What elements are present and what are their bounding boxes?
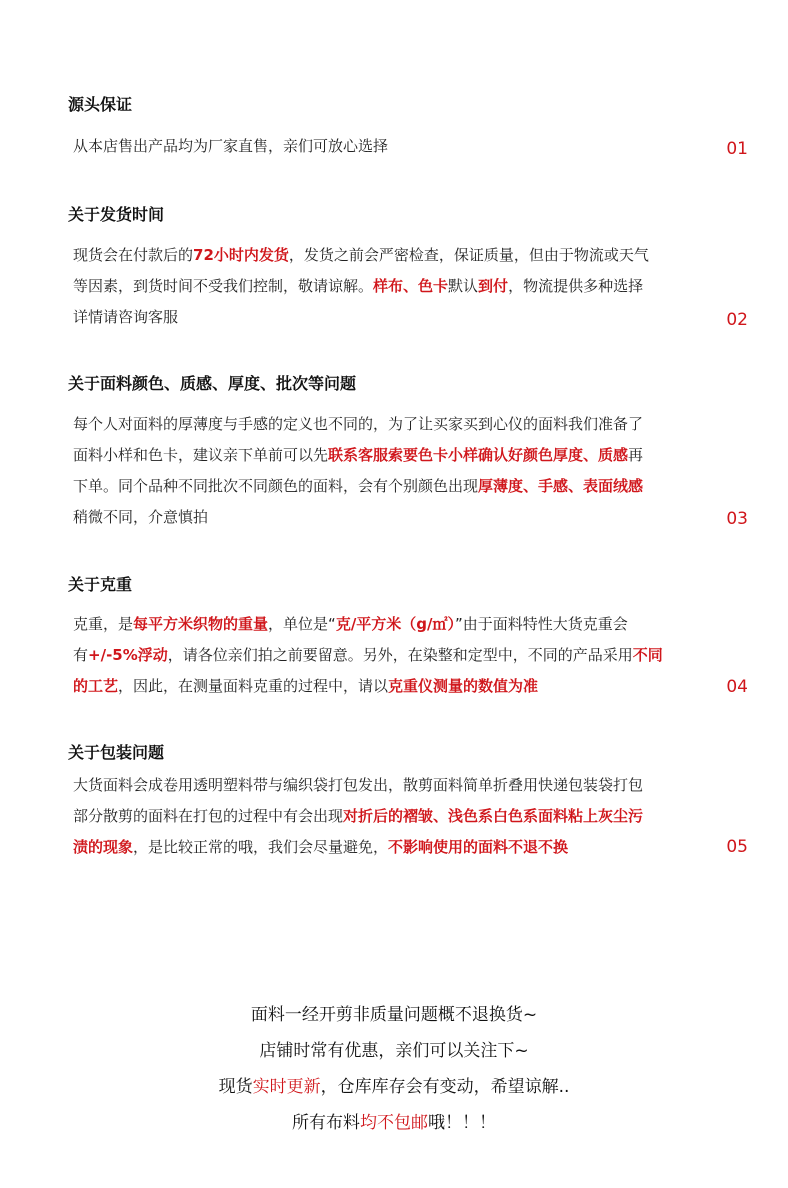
body-text: 从本店售出产品均为厂家直售，亲们可放心选择	[73, 137, 389, 155]
body-text: 详情请咨询客服	[73, 308, 179, 326]
highlight-text: 渍的现象	[73, 838, 134, 856]
section-shipping-time	[68, 204, 748, 330]
section-number: 02	[726, 310, 748, 330]
body-text: 现货	[218, 1077, 253, 1097]
body-text: 等因素，到货时间不受我们控制，敬请谅解。	[73, 277, 374, 295]
text-line	[73, 640, 693, 671]
section-title: 关于面料颜色、质感、厚度、批次等问题	[68, 374, 357, 393]
section-number: 03	[726, 509, 748, 529]
highlight-text: +/-5%浮动	[88, 646, 168, 664]
body-text: 现货会在付款后的	[73, 246, 194, 264]
highlight-text: 的工艺	[73, 677, 119, 695]
body-text: 克重，是	[73, 615, 134, 633]
footer-notice	[0, 997, 788, 1141]
text-line	[0, 1033, 788, 1069]
section-title: 关于发货时间	[68, 205, 165, 224]
body-text: 稍微不同，介意慎拍	[73, 508, 209, 526]
body-text: 面料一经开剪非质量问题概不退换货~	[250, 1005, 538, 1025]
text-line	[73, 131, 693, 162]
body-text: 面料小样和色卡，建议亲下单前可以先	[73, 446, 329, 464]
section-number: 01	[726, 139, 748, 159]
body-text: ，发货之前会严密检查，保证质量，但由于物流或天气	[288, 246, 649, 264]
body-text: 下单。同个品种不同批次不同颜色的面料，会有个别颜色出现	[73, 477, 479, 495]
section-title: 关于克重	[68, 575, 133, 594]
text-line	[73, 671, 693, 702]
section-body	[73, 131, 693, 162]
text-line	[73, 440, 693, 471]
text-line	[73, 471, 693, 502]
text-line	[73, 240, 693, 271]
text-line	[73, 302, 693, 333]
highlight-text: 不同	[632, 646, 663, 664]
body-text: 店铺时常有优惠，亲们可以关注下~	[259, 1041, 529, 1061]
text-line	[73, 801, 693, 832]
section-body	[73, 609, 693, 702]
highlight-text: 样布、色卡	[373, 277, 449, 295]
highlight-text: 克/平方米（g/㎡）	[335, 615, 456, 633]
body-text: 再	[628, 446, 644, 464]
highlight-text: 联系客服索要色卡小样确认好颜色厚度、质感	[328, 446, 629, 464]
section-fabric-weight	[68, 574, 748, 697]
highlight-text: 每平方米织物的重量	[133, 615, 269, 633]
section-body	[73, 240, 693, 333]
section-packaging	[68, 742, 748, 857]
highlight-text: 到付	[478, 277, 509, 295]
body-text: 有	[73, 646, 89, 664]
body-text: ，仓库库存会有变动，希望谅解..	[320, 1077, 570, 1097]
body-text: ，物流提供多种选择	[508, 277, 644, 295]
body-text: 大货面料会成卷用透明塑料带与编织袋打包发出，散剪面料简单折叠用快递包装袋打包	[73, 776, 644, 794]
section-number: 05	[726, 837, 748, 857]
body-text: ，因此，在测量面料克重的过程中，请以	[118, 677, 389, 695]
body-text: ，请各位亲们拍之前要留意。另外，在染整和定型中，不同的产品采用	[167, 646, 633, 664]
body-text: 每个人对面料的厚薄度与手感的定义也不同的，为了让买家买到心仪的面料我们准备了	[73, 415, 644, 433]
body-text: 默认	[448, 277, 479, 295]
text-line	[73, 502, 693, 533]
text-line	[73, 832, 693, 863]
body-text: ，单位是“	[268, 615, 336, 633]
body-text: ，是比较正常的哦，我们会尽量避免，	[133, 838, 389, 856]
section-fabric-quality	[68, 373, 748, 529]
section-title: 关于包装问题	[68, 743, 165, 762]
section-title: 源头保证	[68, 95, 133, 114]
text-line	[0, 1105, 788, 1141]
section-body	[73, 409, 693, 533]
text-line	[73, 770, 693, 801]
highlight-text: 实时更新	[252, 1077, 321, 1097]
text-line	[0, 1069, 788, 1105]
highlight-text: 均不包邮	[360, 1113, 428, 1133]
text-line	[73, 609, 693, 640]
section-source-guarantee	[68, 94, 748, 159]
body-text: 所有布料	[292, 1113, 360, 1133]
highlight-text: 克重仪测量的数值为准	[388, 677, 539, 695]
highlight-text: 对折后的褶皱、浅色系白色系面料粘上灰尘污	[343, 807, 644, 825]
highlight-text: 72小时内发货	[193, 246, 289, 264]
highlight-text: 不影响使用的面料不退不换	[388, 838, 569, 856]
text-line	[73, 271, 693, 302]
text-line	[0, 997, 788, 1033]
text-line	[73, 409, 693, 440]
section-number: 04	[726, 677, 748, 697]
highlight-text: 厚薄度、手感、表面绒感	[478, 477, 644, 495]
section-body	[73, 770, 693, 863]
body-text: ”由于面料特性大货克重会	[455, 615, 628, 633]
body-text: 哦！！！	[428, 1113, 496, 1133]
body-text: 部分散剪的面料在打包的过程中有会出现	[73, 807, 344, 825]
